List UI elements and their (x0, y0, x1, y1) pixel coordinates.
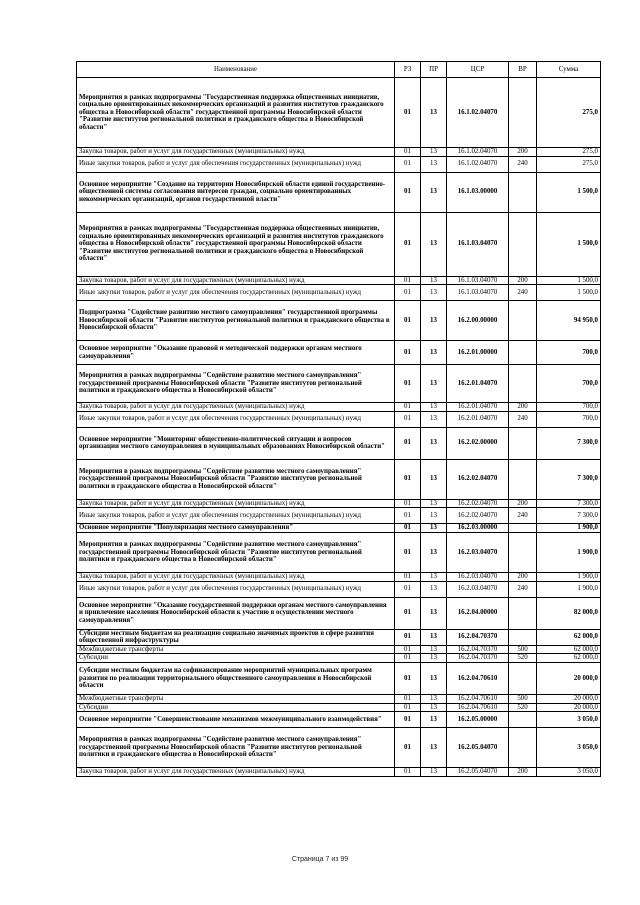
cell-pr: 13 (421, 629, 447, 645)
table-row (77, 694, 601, 703)
table-row (77, 508, 601, 524)
cell-csr: 16.2.01.04070 (447, 365, 509, 403)
cell-sum: 94 950,0 (537, 301, 601, 341)
table-row (77, 728, 601, 768)
cell-name: Мероприятия в рамках подпрограммы "Содействие развитию местного самоуправления" государственной программы Новосибирской области "Развитие институтов региональной политики и гражданского общества в Новосибирской области" (77, 365, 395, 403)
cell-sum: 1 500,0 (537, 276, 601, 285)
table-row (77, 662, 601, 694)
cell-pr: 13 (421, 768, 447, 777)
cell-name: Иные закупки товаров, работ и услуг для обеспечения государственных (муниципальных) нужд (77, 156, 395, 172)
cell-vr: 240 (509, 508, 537, 524)
cell-csr: 16.1.03.04070 (447, 212, 509, 276)
cell-sum: 20 000,0 (537, 662, 601, 694)
cell-csr: 16.2.03.04070 (447, 581, 509, 597)
cell-name: Основное мероприятие "Оказание правовой и методической поддержки органам местного самоуправления" (77, 341, 395, 365)
table-row (77, 276, 601, 285)
cell-name: Межбюджетные трансферты (77, 694, 395, 703)
cell-sum: 700,0 (537, 341, 601, 365)
cell-name: Подпрограмма "Содействие развитию местного самоуправления" государственной программы Новосибирской области "Развитие институтов региональной политики и гражданского общества в Новосибирской области" (77, 301, 395, 341)
cell-csr: 16.2.02.04070 (447, 459, 509, 499)
table-row (77, 654, 601, 663)
cell-pr: 13 (421, 212, 447, 276)
table-row (77, 156, 601, 172)
cell-vr (509, 712, 537, 728)
cell-csr: 16.1.03.04070 (447, 276, 509, 285)
table-row (77, 459, 601, 499)
cell-pr: 13 (421, 403, 447, 412)
cell-name: Мероприятия в рамках подпрограммы "Содействие развитию местного самоуправления" государственной программы Новосибирской области "Развитие институтов региональной политики и гражданского общества в Новосибирской области" (77, 532, 395, 572)
cell-pr: 13 (421, 285, 447, 301)
cell-vr (509, 524, 537, 533)
cell-rz: 01 (395, 212, 421, 276)
cell-rz: 01 (395, 365, 421, 403)
cell-rz: 01 (395, 768, 421, 777)
cell-csr: 16.2.03.04070 (447, 532, 509, 572)
cell-sum: 3 050,0 (537, 768, 601, 777)
cell-csr: 16.2.03.00000 (447, 524, 509, 533)
cell-csr: 16.2.04.70610 (447, 662, 509, 694)
cell-pr: 13 (421, 276, 447, 285)
header-csr: ЦСР (447, 62, 509, 78)
cell-rz: 01 (395, 703, 421, 712)
budget-table (76, 61, 601, 777)
table-row (77, 629, 601, 645)
table-header-row (77, 62, 601, 78)
cell-csr: 16.2.05.04070 (447, 768, 509, 777)
cell-pr: 13 (421, 459, 447, 499)
cell-name: Иные закупки товаров, работ и услуг для обеспечения государственных (муниципальных) нужд (77, 508, 395, 524)
cell-name: Закупка товаров, работ и услуг для государственных (муниципальных) нужд (77, 148, 395, 157)
cell-csr: 16.2.05.04070 (447, 728, 509, 768)
cell-name: Закупка товаров, работ и услуг для государственных (муниципальных) нужд (77, 499, 395, 508)
cell-name: Основное мероприятие "Мониторинг общественно-политической ситуации и вопросов организации местного самоуправления в муниципальных образованиях Новосибирской области" (77, 427, 395, 459)
cell-sum: 82 000,0 (537, 597, 601, 629)
cell-vr: 520 (509, 703, 537, 712)
table-row (77, 645, 601, 654)
cell-pr: 13 (421, 148, 447, 157)
cell-name: Мероприятия в рамках подпрограммы "Государственная поддержка общественных инициатив, социально ориентированных некоммерческих организаций и развития институтов гражданского общества в Новосибирской области" государственной программы Новосибирской области "Развитие институтов региональной политики и гражданского общества в Новосибирской области" (77, 212, 395, 276)
cell-rz: 01 (395, 341, 421, 365)
cell-rz: 01 (395, 508, 421, 524)
header-name: Наименование (77, 62, 395, 78)
cell-sum: 700,0 (537, 365, 601, 403)
table-row (77, 341, 601, 365)
cell-csr: 16.2.04.70610 (447, 703, 509, 712)
cell-pr: 13 (421, 365, 447, 403)
cell-csr: 16.2.00.00000 (447, 301, 509, 341)
cell-rz: 01 (395, 285, 421, 301)
cell-vr (509, 597, 537, 629)
header-rz: РЗ (395, 62, 421, 78)
cell-pr: 13 (421, 78, 447, 148)
cell-pr: 13 (421, 694, 447, 703)
cell-vr (509, 301, 537, 341)
cell-vr: 240 (509, 156, 537, 172)
cell-rz: 01 (395, 172, 421, 212)
cell-pr: 13 (421, 411, 447, 427)
cell-csr: 16.1.02.04070 (447, 148, 509, 157)
cell-sum: 1 900,0 (537, 532, 601, 572)
header-sum: Сумма (537, 62, 601, 78)
cell-vr (509, 172, 537, 212)
cell-name: Межбюджетные трансферты (77, 645, 395, 654)
cell-name: Мероприятия в рамках подпрограммы "Государственная поддержка общественных инициатив, социально ориентированных некоммерческих организаций и развития институтов гражданского общества в Новосибирской области" государственной программы Новосибирской области "Развитие институтов региональной политики и гражданского общества в Новосибирской области" (77, 78, 395, 148)
cell-name: Иные закупки товаров, работ и услуг для обеспечения государственных (муниципальных) нужд (77, 285, 395, 301)
cell-csr: 16.2.03.04070 (447, 572, 509, 581)
cell-rz: 01 (395, 276, 421, 285)
cell-vr: 240 (509, 581, 537, 597)
table-row (77, 597, 601, 629)
cell-vr: 200 (509, 276, 537, 285)
cell-sum: 3 050,0 (537, 728, 601, 768)
cell-pr: 13 (421, 728, 447, 768)
table-row (77, 172, 601, 212)
cell-vr: 200 (509, 499, 537, 508)
cell-rz: 01 (395, 411, 421, 427)
cell-rz: 01 (395, 597, 421, 629)
table-row (77, 572, 601, 581)
cell-rz: 01 (395, 694, 421, 703)
cell-pr: 13 (421, 427, 447, 459)
table-row (77, 524, 601, 533)
cell-vr (509, 78, 537, 148)
cell-name: Закупка товаров, работ и услуг для государственных (муниципальных) нужд (77, 572, 395, 581)
cell-vr (509, 662, 537, 694)
table-row (77, 499, 601, 508)
cell-rz: 01 (395, 662, 421, 694)
cell-vr (509, 341, 537, 365)
cell-pr: 13 (421, 581, 447, 597)
cell-rz: 01 (395, 581, 421, 597)
cell-vr: 200 (509, 572, 537, 581)
cell-csr: 16.2.01.04070 (447, 403, 509, 412)
cell-csr: 16.2.04.70370 (447, 645, 509, 654)
cell-name: Иные закупки товаров, работ и услуг для обеспечения государственных (муниципальных) нужд (77, 581, 395, 597)
cell-vr (509, 365, 537, 403)
table-row (77, 403, 601, 412)
cell-csr: 16.1.03.00000 (447, 172, 509, 212)
cell-name: Субсидии (77, 703, 395, 712)
cell-rz: 01 (395, 532, 421, 572)
cell-name: Мероприятия в рамках подпрограммы "Содействие развитию местного самоуправления" государственной программы Новосибирской области "Развитие институтов региональной политики и гражданского общества в Новосибирской области" (77, 459, 395, 499)
cell-sum: 700,0 (537, 411, 601, 427)
cell-vr: 240 (509, 285, 537, 301)
cell-sum: 62 000,0 (537, 654, 601, 663)
cell-pr: 13 (421, 597, 447, 629)
cell-pr: 13 (421, 572, 447, 581)
cell-csr: 16.2.01.00000 (447, 341, 509, 365)
table-body (77, 78, 601, 777)
cell-csr: 16.2.01.04070 (447, 411, 509, 427)
cell-sum: 1 500,0 (537, 172, 601, 212)
cell-sum: 20 000,0 (537, 703, 601, 712)
cell-name: Субсидии местным бюджетам на софинансирование мероприятий муниципальных программ развития по реализации территориального общественного самоуправления в Новосибирской области (77, 662, 395, 694)
cell-sum: 275,0 (537, 156, 601, 172)
table-row (77, 411, 601, 427)
cell-rz: 01 (395, 524, 421, 533)
cell-sum: 62 000,0 (537, 629, 601, 645)
cell-name: Закупка товаров, работ и услуг для государственных (муниципальных) нужд (77, 403, 395, 412)
cell-vr (509, 212, 537, 276)
cell-name: Субсидии (77, 654, 395, 663)
cell-vr: 200 (509, 148, 537, 157)
cell-csr: 16.2.02.04070 (447, 499, 509, 508)
cell-csr: 16.2.04.70610 (447, 694, 509, 703)
cell-name: Основное мероприятие "Создание на территории Новосибирской области единой государственно-общественной системы согласования интересов граждан, социально ориентированных некоммерческих организаций, органов государственной власти" (77, 172, 395, 212)
cell-sum: 1 900,0 (537, 581, 601, 597)
cell-sum: 1 500,0 (537, 212, 601, 276)
cell-rz: 01 (395, 78, 421, 148)
cell-csr: 16.2.02.00000 (447, 427, 509, 459)
cell-name: Закупка товаров, работ и услуг для государственных (муниципальных) нужд (77, 768, 395, 777)
table-row (77, 532, 601, 572)
cell-sum: 62 000,0 (537, 645, 601, 654)
cell-csr: 16.2.04.70370 (447, 654, 509, 663)
table-row (77, 78, 601, 148)
cell-pr: 13 (421, 662, 447, 694)
cell-pr: 13 (421, 301, 447, 341)
cell-vr: 500 (509, 645, 537, 654)
cell-csr: 16.2.04.70370 (447, 629, 509, 645)
cell-pr: 13 (421, 532, 447, 572)
cell-vr: 200 (509, 403, 537, 412)
cell-name: Закупка товаров, работ и услуг для государственных (муниципальных) нужд (77, 276, 395, 285)
cell-rz: 01 (395, 403, 421, 412)
cell-vr (509, 728, 537, 768)
cell-vr (509, 427, 537, 459)
cell-csr: 16.1.02.04070 (447, 156, 509, 172)
cell-csr: 16.2.02.04070 (447, 508, 509, 524)
table-row (77, 712, 601, 728)
cell-vr (509, 629, 537, 645)
cell-rz: 01 (395, 572, 421, 581)
cell-pr: 13 (421, 341, 447, 365)
cell-sum: 1 900,0 (537, 524, 601, 533)
cell-pr: 13 (421, 172, 447, 212)
cell-rz: 01 (395, 459, 421, 499)
cell-name: Основное мероприятие "Совершенствование механизмов межмуниципального взаимодействия" (77, 712, 395, 728)
cell-sum: 1 500,0 (537, 285, 601, 301)
cell-rz: 01 (395, 645, 421, 654)
table-row (77, 148, 601, 157)
cell-name: Иные закупки товаров, работ и услуг для обеспечения государственных (муниципальных) нужд (77, 411, 395, 427)
table-row (77, 212, 601, 276)
cell-pr: 13 (421, 654, 447, 663)
cell-vr (509, 459, 537, 499)
header-vr: ВР (509, 62, 537, 78)
cell-pr: 13 (421, 499, 447, 508)
cell-csr: 16.2.05.00000 (447, 712, 509, 728)
cell-sum: 7 300,0 (537, 427, 601, 459)
table-row (77, 427, 601, 459)
cell-sum: 1 900,0 (537, 572, 601, 581)
table-row (77, 703, 601, 712)
cell-pr: 13 (421, 703, 447, 712)
cell-pr: 13 (421, 156, 447, 172)
page-number: Страница 7 из 99 (291, 856, 349, 863)
cell-csr: 16.1.02.04070 (447, 78, 509, 148)
cell-csr: 16.2.04.00000 (447, 597, 509, 629)
cell-vr: 500 (509, 694, 537, 703)
cell-sum: 7 300,0 (537, 508, 601, 524)
cell-sum: 7 300,0 (537, 459, 601, 499)
cell-pr: 13 (421, 524, 447, 533)
cell-sum: 275,0 (537, 148, 601, 157)
cell-csr: 16.1.03.04070 (447, 285, 509, 301)
cell-pr: 13 (421, 712, 447, 728)
cell-sum: 700,0 (537, 403, 601, 412)
cell-rz: 01 (395, 156, 421, 172)
cell-rz: 01 (395, 728, 421, 768)
cell-rz: 01 (395, 301, 421, 341)
cell-name: Основное мероприятие "Оказание государственной поддержки органам местного самоуправления и привлечение населения Новосибирской области к участию в осуществлении местного самоуправления" (77, 597, 395, 629)
table-row (77, 301, 601, 341)
cell-name: Основное мероприятие "Популяризация местного самоуправления" (77, 524, 395, 533)
cell-pr: 13 (421, 645, 447, 654)
cell-vr: 200 (509, 768, 537, 777)
cell-rz: 01 (395, 148, 421, 157)
cell-sum: 275,0 (537, 78, 601, 148)
table-row (77, 365, 601, 403)
table-row (77, 581, 601, 597)
table-row (77, 285, 601, 301)
cell-vr: 240 (509, 411, 537, 427)
cell-sum: 20 000,0 (537, 694, 601, 703)
cell-rz: 01 (395, 499, 421, 508)
cell-name: Мероприятия в рамках подпрограммы "Содействие развитию местного самоуправления" государственной программы Новосибирской области "Развитие институтов региональной политики и гражданского общества в Новосибирской области" (77, 728, 395, 768)
table-row (77, 768, 601, 777)
header-pr: ПР (421, 62, 447, 78)
cell-vr (509, 532, 537, 572)
cell-rz: 01 (395, 629, 421, 645)
cell-rz: 01 (395, 427, 421, 459)
cell-rz: 01 (395, 654, 421, 663)
cell-sum: 7 300,0 (537, 499, 601, 508)
cell-sum: 3 050,0 (537, 712, 601, 728)
cell-vr: 520 (509, 654, 537, 663)
cell-rz: 01 (395, 712, 421, 728)
cell-name: Субсидии местным бюджетам на реализацию социально значимых проектов в сфере развития общественной инфраструктуры (77, 629, 395, 645)
cell-pr: 13 (421, 508, 447, 524)
